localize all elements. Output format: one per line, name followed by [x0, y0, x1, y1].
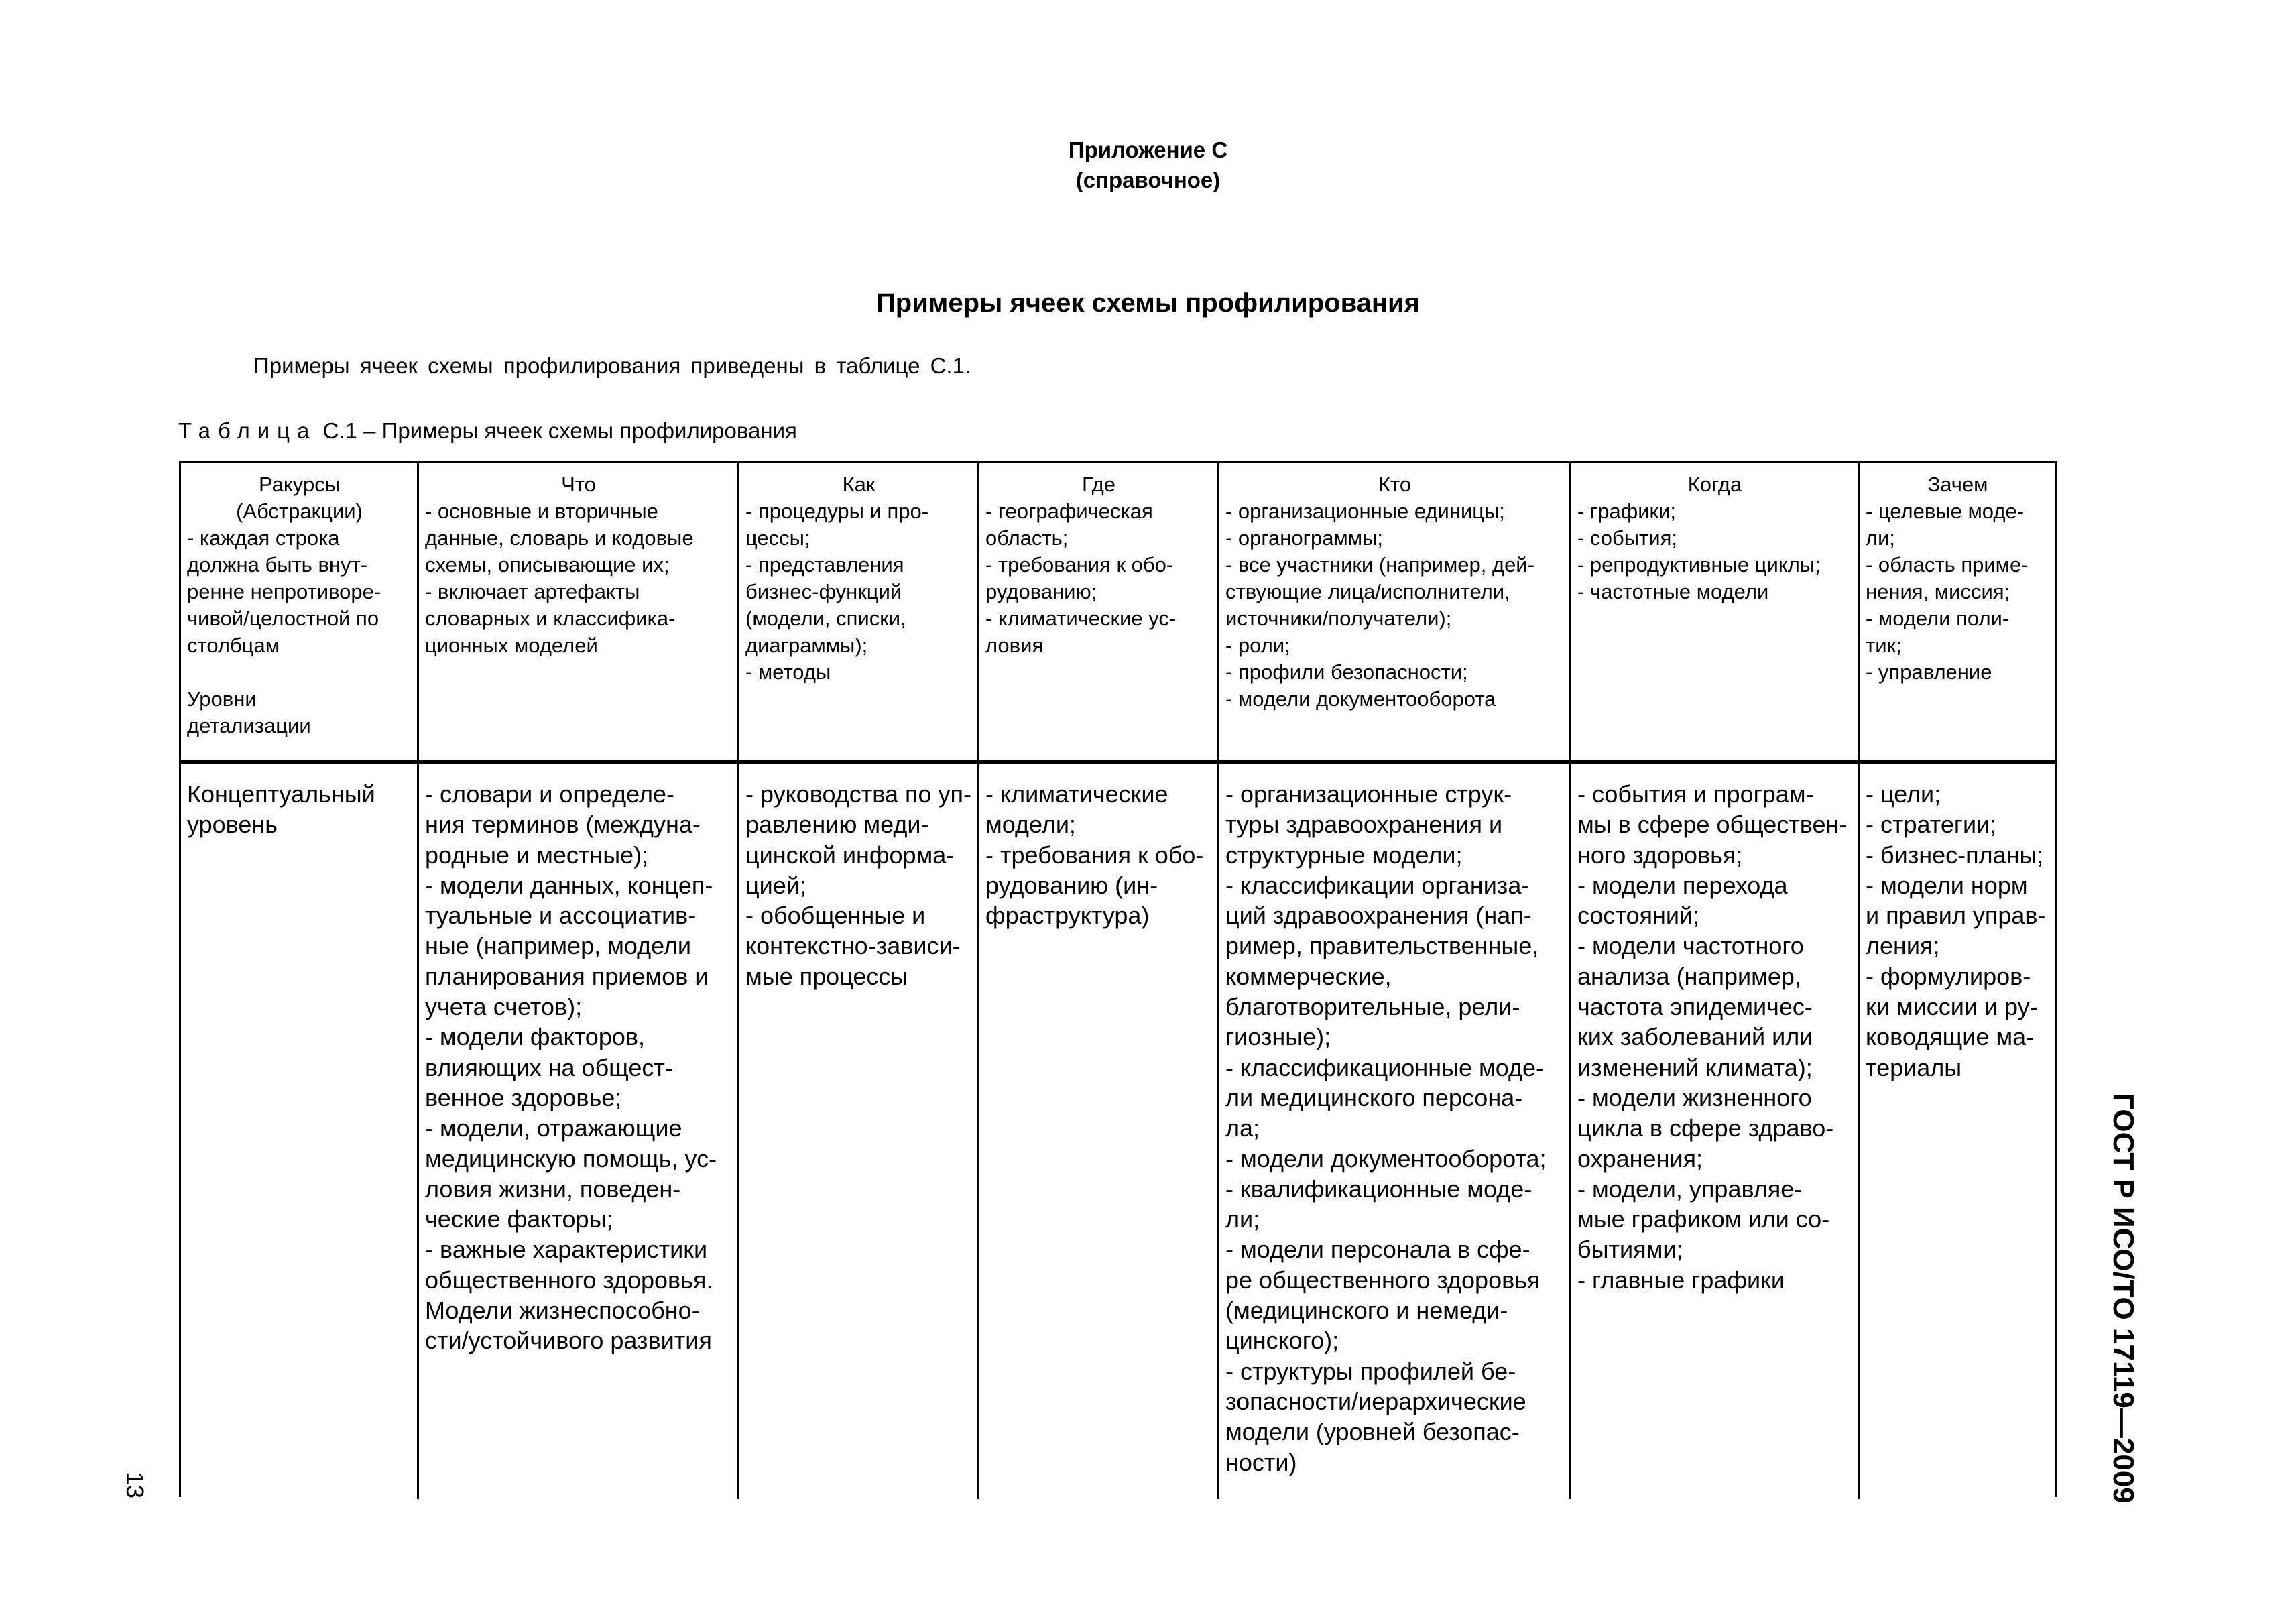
cell-text-line: родные и местные);	[425, 841, 649, 869]
header-cell	[977, 463, 1217, 760]
cell-text-line: туры здравоохранения и	[1225, 810, 1503, 839]
header-text-line: тик;	[1866, 634, 1902, 657]
header-cell	[417, 463, 737, 760]
cell-text-line: - модели документооборота;	[1225, 1144, 1547, 1173]
cell-text-line: Концептуальный	[187, 780, 375, 808]
profiling-table	[179, 461, 2057, 1497]
cell-text-line: - модели, отражающие	[425, 1114, 682, 1142]
cell-text-line: - модели персонала в сфе-	[1225, 1236, 1530, 1264]
cell-text-line: - формулиров-	[1866, 962, 2031, 990]
header-text-line: - методы	[745, 660, 831, 684]
cell-text-line: - модели норм	[1866, 871, 2028, 899]
table-cell	[1858, 764, 2055, 1499]
cell-text-line: - стратегии;	[1866, 810, 1997, 839]
cell-text-line: состояний;	[1577, 902, 1700, 930]
cell-text-line: - главные графики	[1577, 1266, 1785, 1294]
cell-text-line: коммерческие,	[1225, 962, 1392, 990]
cell-text-line: частота эпидемичес-	[1577, 993, 1813, 1021]
cell-text-line: ких заболеваний или	[1577, 1023, 1813, 1051]
cell-text-line: - модели, управляе-	[1577, 1175, 1803, 1203]
header-cell	[181, 463, 417, 760]
cell-text-line: модели (уровней безопас-	[1225, 1418, 1520, 1446]
cell-text-line: цинской информа-	[745, 841, 955, 869]
header-text-line: столбцам	[187, 634, 280, 657]
header-spacer	[187, 659, 412, 686]
cell-text-line: - классификационные моде-	[1225, 1053, 1544, 1081]
header-text-line: - климатические ус-	[985, 607, 1176, 630]
standard-designation: ГОСТ Р ИСО/ТО 17119—2009	[2107, 1093, 2140, 1504]
header-text-line: бизнес-функций	[745, 580, 902, 603]
header-text-line: ствующие лица/исполнители,	[1225, 580, 1510, 603]
cell-text-line: - классификации организа-	[1225, 871, 1530, 899]
cell-text-line: - модели жизненного	[1577, 1083, 1812, 1111]
cell-text-line: зопасности/иерархические	[1225, 1387, 1526, 1415]
cell-text-line: ли;	[1225, 1205, 1260, 1234]
header-text-line: цессы;	[745, 526, 810, 550]
cell-text-line: - требования к обо-	[985, 841, 1204, 869]
header-text-line: должна быть внут-	[187, 553, 368, 577]
cell-text-line: - бизнес-планы;	[1866, 841, 2044, 869]
table-cell	[737, 764, 977, 1499]
header-title: Кто	[1378, 473, 1412, 496]
header-text-line: - органограммы;	[1225, 526, 1383, 550]
cell-text-line: цией;	[745, 871, 806, 899]
cell-text-line: - модели факторов,	[425, 1023, 645, 1051]
cell-text-line: ководящие ма-	[1866, 1023, 2035, 1051]
cell-text-line: общественного здоровья.	[425, 1266, 713, 1294]
header-cell	[1858, 463, 2055, 760]
header-text-line: детализации	[187, 714, 311, 737]
header-cell	[1569, 463, 1858, 760]
header-text-line: - роли;	[1225, 634, 1290, 657]
caption-prefix: Таблица	[178, 418, 317, 443]
cell-text-line: ческие факторы;	[425, 1205, 613, 1234]
cell-text-line: ла;	[1225, 1114, 1260, 1142]
cell-text-line: - квалификационные моде-	[1225, 1175, 1532, 1203]
cell-text-line: изменений климата);	[1577, 1053, 1813, 1081]
cell-text-line: (медицинского и немеди-	[1225, 1297, 1508, 1325]
header-text-line: - все участники (например, дей-	[1225, 553, 1534, 577]
table-cell	[417, 764, 737, 1499]
cell-text-line: сти/устойчивого развития	[425, 1327, 712, 1355]
cell-text-line: планирования приемов и	[425, 962, 709, 990]
header-text-line: (модели, списки,	[745, 607, 906, 630]
cell-text-line: ления;	[1866, 932, 1940, 960]
header-title: (Абстракции)	[236, 499, 363, 523]
header-title: Как	[842, 473, 875, 496]
cell-text-line: уровень	[187, 810, 278, 839]
header-text-line: ли;	[1866, 526, 1896, 550]
cell-text-line: цикла в сфере здраво-	[1577, 1114, 1834, 1142]
header-text-line: ционных моделей	[425, 634, 598, 657]
cell-text-line: мы в сфере обществен-	[1577, 810, 1848, 839]
table-cell	[1217, 764, 1569, 1499]
page-number: 13	[121, 1471, 149, 1499]
cell-text-line: рудованию (ин-	[985, 871, 1158, 899]
cell-text-line: туальные и ассоциатив-	[425, 902, 697, 930]
cell-text-line: - модели частотного	[1577, 932, 1804, 960]
header-text-line: чивой/целостной по	[187, 607, 379, 630]
appendix-title: Приложение С	[1068, 137, 1228, 162]
header-text-line: словарных и классифика-	[425, 607, 676, 630]
cell-text-line: ций здравоохранения (нап-	[1225, 902, 1532, 930]
cell-text-line: ре общественного здоровья	[1225, 1266, 1540, 1294]
cell-text-line: - цели;	[1866, 780, 1941, 808]
header-text-line: ловия	[985, 634, 1044, 657]
header-text-line: Уровни	[187, 687, 257, 711]
cell-text-line: - модели данных, концеп-	[425, 871, 713, 899]
cell-text-line: - руководства по уп-	[745, 780, 971, 808]
header-text-line: - требования к обо-	[985, 553, 1174, 577]
caption-text: С.1 – Примеры ячеек схемы профилирования	[316, 418, 797, 443]
header-text-line: - графики;	[1577, 499, 1677, 523]
header-text-line: - процедуры и про-	[745, 499, 929, 523]
header-text-line: ренне непротиворе-	[187, 580, 381, 603]
cell-text-line: - важные характеристики	[425, 1236, 708, 1264]
cell-text-line: цинского);	[1225, 1327, 1339, 1355]
cell-text-line: охранения;	[1577, 1144, 1703, 1173]
header-title: Что	[561, 473, 596, 496]
header-text-line: - целевые моде-	[1866, 499, 2025, 523]
cell-text-line: - климатические	[985, 780, 1168, 808]
header-title: Зачем	[1927, 473, 1988, 496]
cell-text-line: - обобщенные и	[745, 902, 926, 930]
header-text-line: - управление	[1866, 660, 1992, 684]
cell-text-line: и правил управ-	[1866, 902, 2046, 930]
section-title: Примеры ячеек схемы профилирования	[876, 288, 1420, 318]
cell-text-line: ример, правительственные,	[1225, 932, 1539, 960]
cell-text-line: венное здоровье;	[425, 1083, 622, 1111]
header-text-line: рудованию;	[985, 580, 1097, 603]
cell-text-line: Модели жизнеспособно-	[425, 1297, 700, 1325]
header-text-line: - репродуктивные циклы;	[1577, 553, 1821, 577]
header-text-line: схемы, описывающие их;	[425, 553, 670, 577]
cell-text-line: благотворительные, рели-	[1225, 993, 1520, 1021]
cell-text-line: влияющих на общест-	[425, 1053, 673, 1081]
cell-text-line: равлению меди-	[745, 810, 929, 839]
cell-text-line: - организационные струк-	[1225, 780, 1512, 808]
header-text-line: - область приме-	[1866, 553, 2029, 577]
intro-paragraph: Примеры ячеек схемы профилирования приведены в таблице С.1.	[253, 353, 971, 378]
cell-text-line: ловия жизни, поведен-	[425, 1175, 681, 1203]
cell-text-line: ли медицинского персона-	[1225, 1083, 1523, 1111]
cell-text-line: - словари и определе-	[425, 780, 675, 808]
header-text-line: - представления	[745, 553, 904, 577]
cell-text-line: ные (например, модели	[425, 932, 692, 960]
header-text-line: данные, словарь и кодовые	[425, 526, 694, 550]
header-title: Когда	[1687, 473, 1742, 496]
header-text-line: - модели поли-	[1866, 607, 2010, 630]
header-text-line: нения, миссия;	[1866, 580, 2010, 603]
cell-text-line: гиозные);	[1225, 1023, 1331, 1051]
cell-text-line: контекстно-зависи-	[745, 932, 961, 960]
cell-text-line: бытиями;	[1577, 1236, 1683, 1264]
header-text-line: - события;	[1577, 526, 1677, 550]
table-cell	[181, 764, 417, 1499]
cell-text-line: модели;	[985, 810, 1076, 839]
header-cell	[737, 463, 977, 760]
table-cell	[1569, 764, 1858, 1499]
table-caption	[178, 418, 797, 444]
header-title: Где	[1081, 473, 1116, 496]
cell-text-line: - модели перехода	[1577, 871, 1788, 899]
header-text-line: диаграммы);	[745, 634, 868, 657]
header-text-line: область;	[985, 526, 1069, 550]
header-text-line: - частотные модели	[1577, 580, 1769, 603]
cell-text-line: анализа (например,	[1577, 962, 1801, 990]
cell-text-line: ния терминов (междуна-	[425, 810, 701, 839]
header-text-line: - организационные единицы;	[1225, 499, 1505, 523]
cell-text-line: ности)	[1225, 1448, 1297, 1476]
cell-text-line: мые процессы	[745, 962, 908, 990]
header-text-line: - включает артефакты	[425, 580, 640, 603]
cell-text-line: ного здоровья;	[1577, 841, 1743, 869]
table-cell	[977, 764, 1217, 1499]
cell-text-line: - события и програм-	[1577, 780, 1814, 808]
header-text-line: - географическая	[985, 499, 1153, 523]
header-text-line: - модели документооборота	[1225, 687, 1496, 711]
cell-text-line: структурные модели;	[1225, 841, 1463, 869]
header-text-line: источники/получатели);	[1225, 607, 1452, 630]
cell-text-line: - структуры профилей бе-	[1225, 1357, 1516, 1385]
cell-text-line: фраструктура)	[985, 902, 1150, 930]
header-title: Ракурсы	[259, 473, 340, 496]
cell-text-line: учета счетов);	[425, 993, 583, 1021]
cell-text-line: мые графиком или со-	[1577, 1205, 1830, 1234]
header-text-line: - каждая строка	[187, 526, 340, 550]
cell-text-line: териалы	[1866, 1053, 1962, 1081]
header-cell	[1217, 463, 1569, 760]
cell-text-line: медицинскую помощь, ус-	[425, 1144, 717, 1173]
cell-text-line: ки миссии и ру-	[1866, 993, 2038, 1021]
header-text-line: - профили безопасности;	[1225, 660, 1468, 684]
appendix-subtitle: (справочное)	[1075, 168, 1221, 192]
header-text-line: - основные и вторичные	[425, 499, 658, 523]
